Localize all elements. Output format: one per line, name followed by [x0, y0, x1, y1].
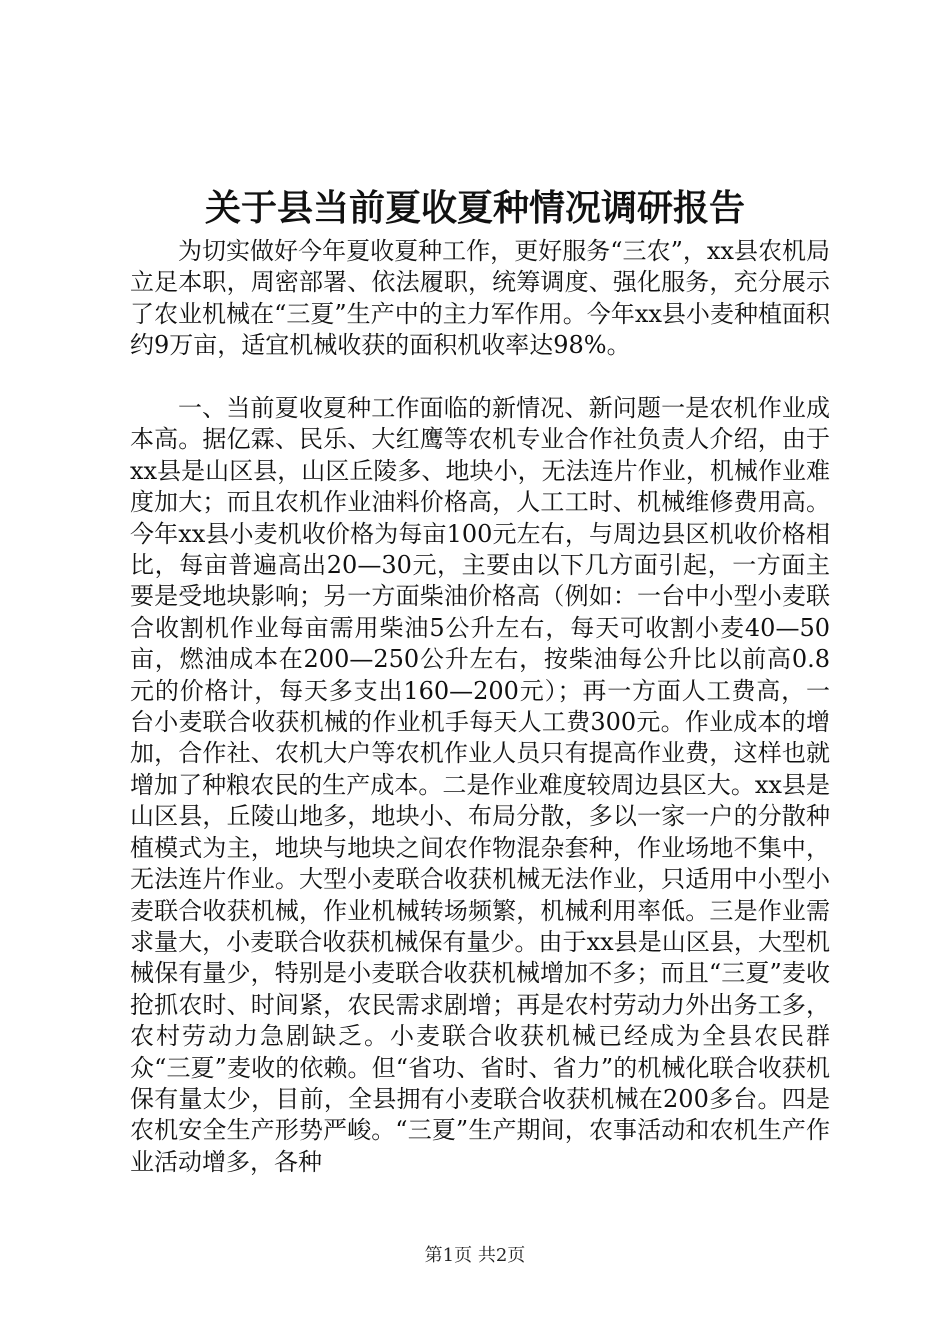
- page-footer: 第1页 共2页: [424, 1245, 526, 1266]
- document-title: 关于县当前夏收夏种情况调研报告: [204, 187, 745, 229]
- intro-paragraph: 为切实做好今年夏收夏种工作，更好服务“三农”，xx县农机局立足本职，周密部署、依法履职，统筹调度、强化服务，充分展示了农业机械在“三夏”生产中的主力军作用。今年xx县小麦种植面积约9万亩，适宜机械收获的面积机收率达98%。: [130, 237, 830, 360]
- section-one-paragraph: 一、当前夏收夏种工作面临的新情况、新问题一是农机作业成本高。据亿霖、民乐、大红鹰等农机专业合作社负责人介绍，由于xx县是山区县，山区丘陵多、地块小，无法连片作业，机械作业难度加大；而且农机作业油料价格高，人工工时、机械维修费用高。今年xx县小麦机收价格为每亩100元左右，与周边县区机收价格相比，每亩普遍高出20—30元，主要由以下几方面引起，一方面主要是受地块影响；另一方面柴油价格高（例如：一台中小型小麦联合收割机作业每亩需用柴油5公升左右，每天可收割小麦40—50亩，燃油成本在200—250公升左右，按柴油每公升比以前高0.8元的价格计，每天多支出160—200元）；再一方面人工费高，一台小麦联合收获机械的作业机手每天人工费300元。作业成本的增加，合作社、农机大户等农机作业人员只有提高作业费，这样也就增加了种粮农民的生产成本。二是作业难度较周边县区大。xx县是山区县，丘陵山地多，地块小、布局分散，多以一家一户的分散种植模式为主，地块与地块之间农作物混杂套种，作业场地不集中，无法连片作业。大型小麦联合收获机械无法作业，只适用中小型小麦联合收获机械，作业机械转场频繁，机械利用率低。三是作业需求量大，小麦联合收获机械保有量少。由于xx县是山区县，大型机械保有量少，特别是小麦联合收获机械增加不多；而且“三夏”麦收抢抓农时、时间紧，农民需求剧增；再是农村劳动力外出务工多，农村劳动力急剧缺乏。小麦联合收获机械已经成为全县农民群众“三夏”麦收的依赖。但“省功、省时、省力”的机械化联合收获机保有量太少，目前，全县拥有小麦联合收获机械在200多台。四是农机安全生产形势严峻。“三夏”生产期间，农事活动和农机生产作业活动增多，各种: [130, 394, 830, 1176]
